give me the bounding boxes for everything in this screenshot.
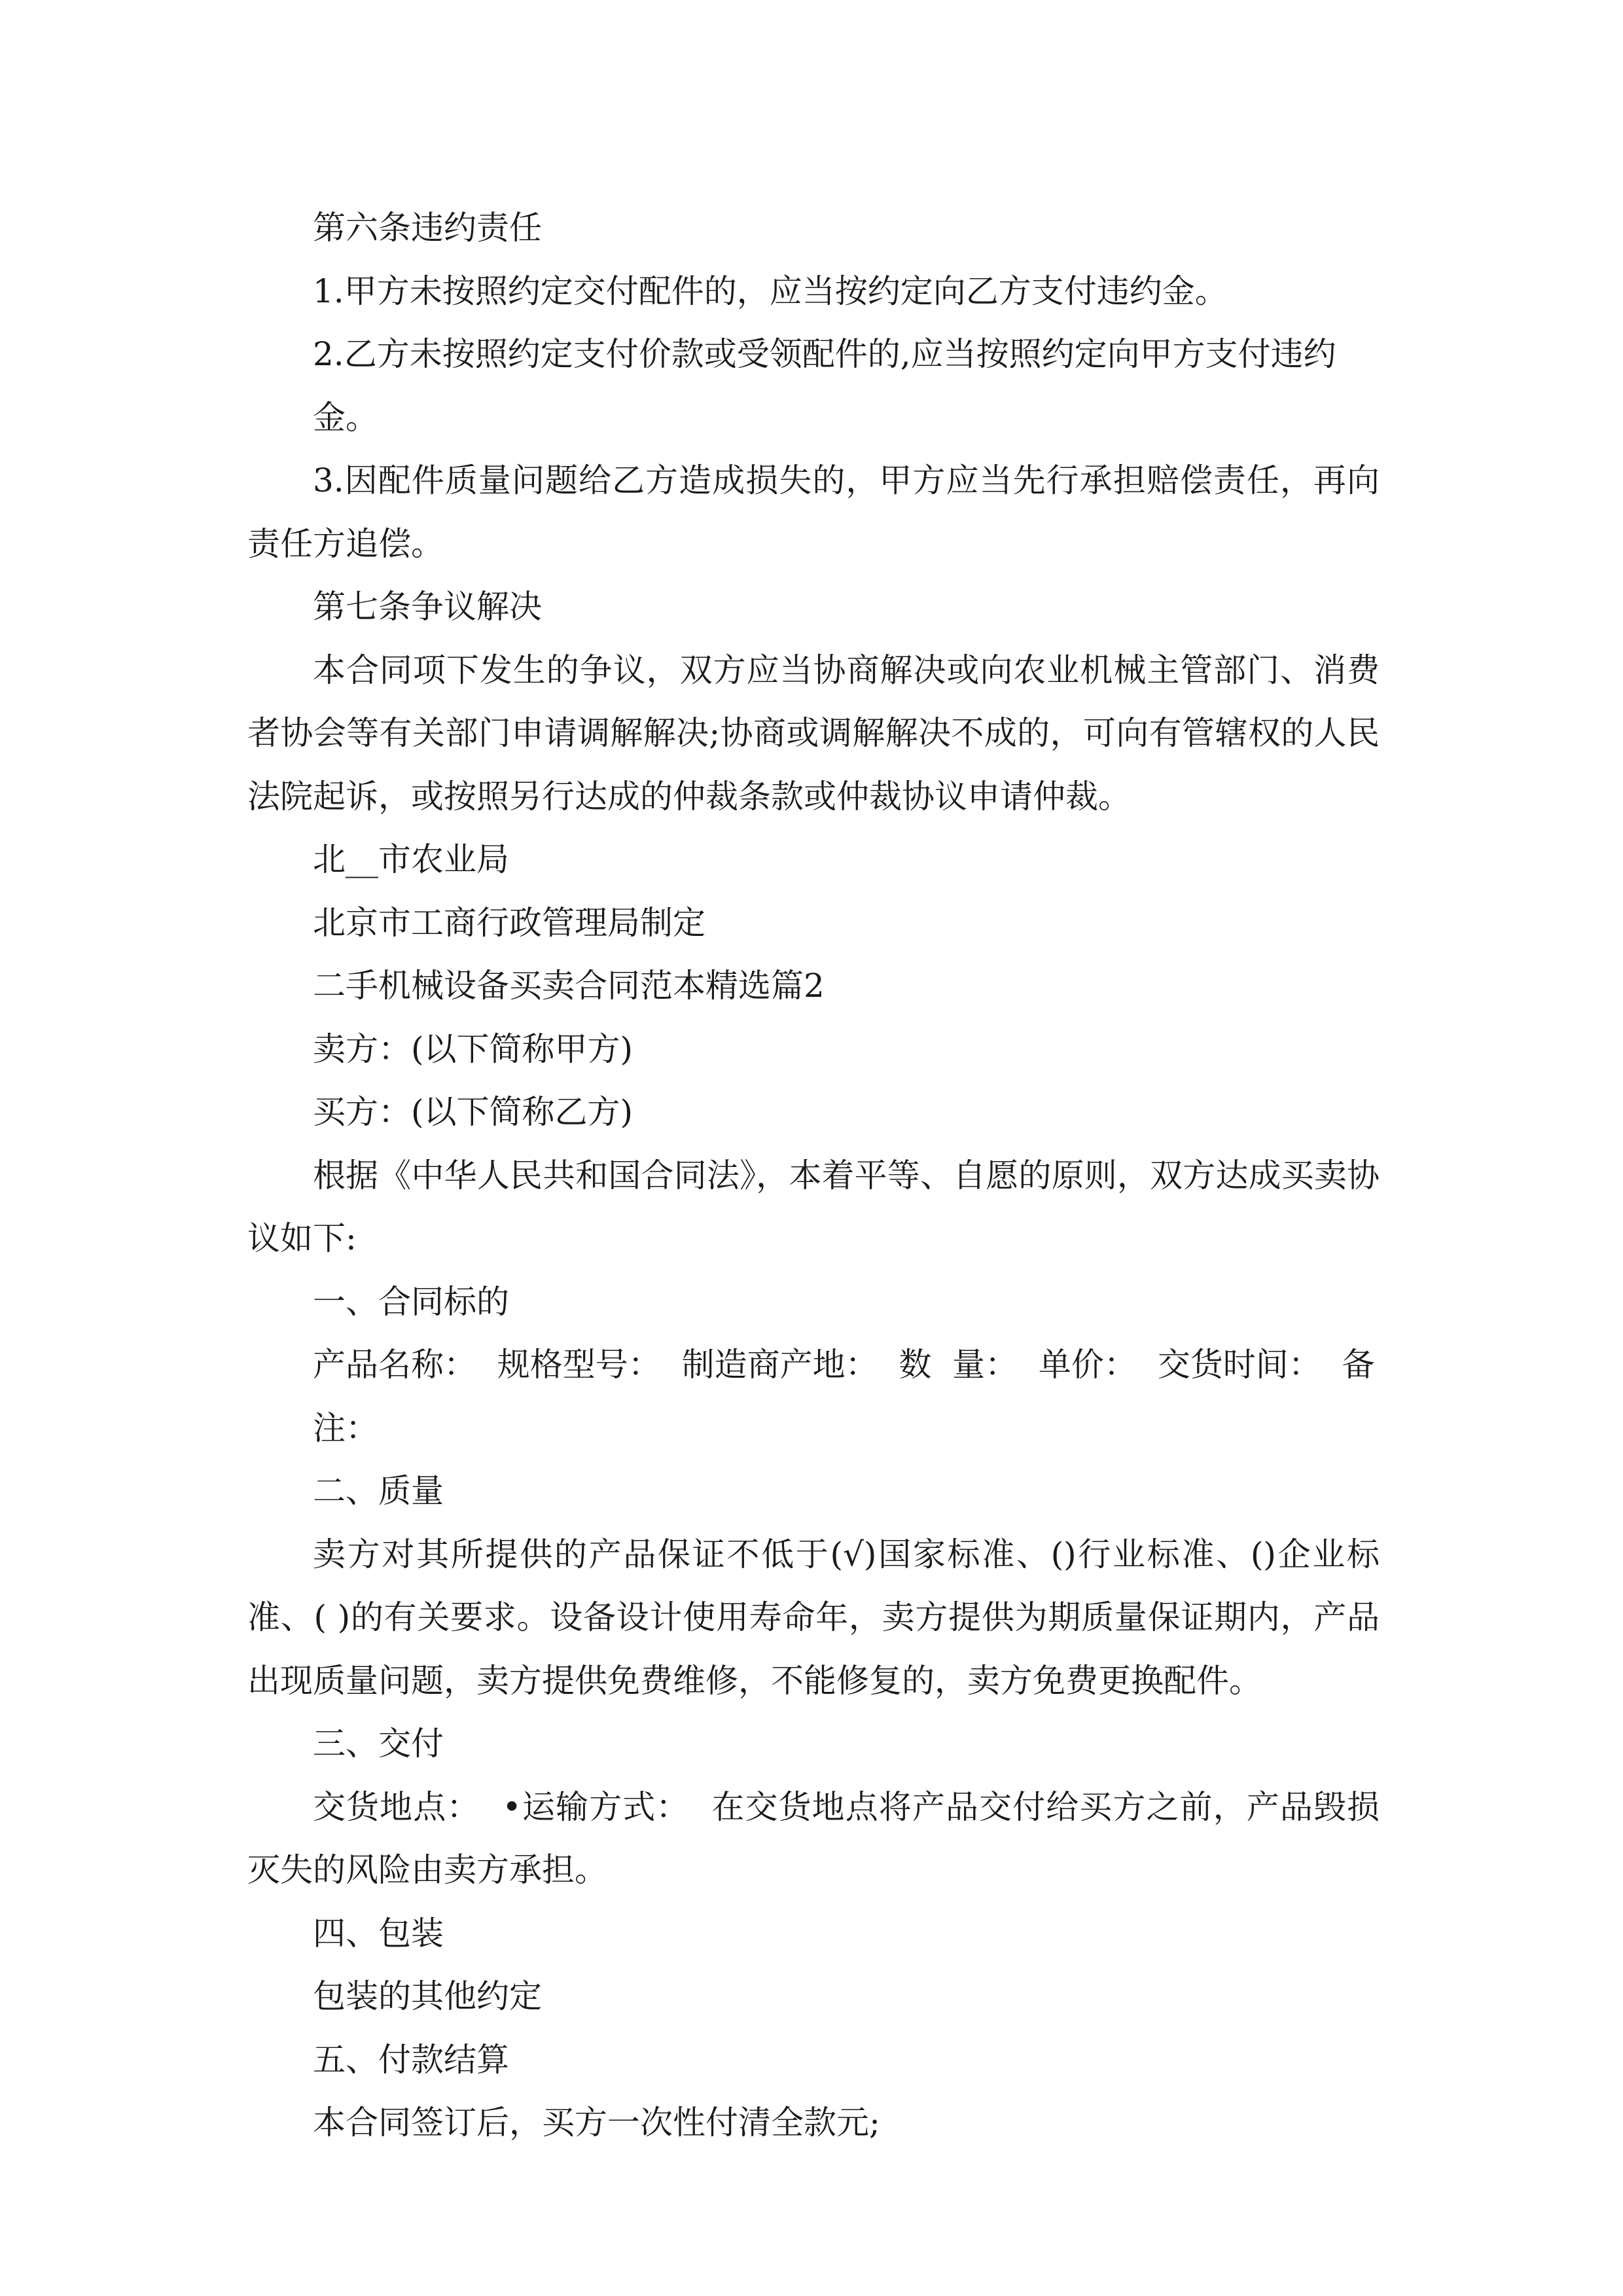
clause-6-1: 1.甲方未按照约定交付配件的，应当按约定向乙方支付违约金。 — [313, 272, 1228, 310]
packaging-line: 包装的其他约定 — [313, 1977, 542, 2015]
quality-paragraph: 卖方对其所提供的产品保证不低于(√)国家标准、()行业标准、()企业标准、( )的有关要求。设备设计使用寿命年，卖方提供为期质量保证期内，产品出现质量问题，卖方提供免费维修，不能修复的，卖方免费更换配件。 — [247, 1535, 1380, 1700]
heading-quality: 二、质量 — [313, 1472, 444, 1510]
issuer-agriculture-bureau: 北__市农业局 — [313, 840, 509, 878]
section-title-contract-2: 二手机械设备买卖合同范本精选篇2 — [313, 967, 825, 1005]
document-body — [247, 196, 1380, 2155]
clause-6-3: 3.因配件质量问题给乙方造成损失的，甲方应当先行承担赔偿责任，再向责任方追偿。 — [247, 461, 1380, 563]
heading-delivery: 三、交付 — [313, 1725, 444, 1763]
issuer-commerce-bureau: 北京市工商行政管理局制定 — [313, 903, 705, 942]
delivery-paragraph: 交货地点： •运输方式： 在交货地点将产品交付给买方之前，产品毁损灭失的风险由卖方承担。 — [247, 1787, 1380, 1889]
heading-packaging: 四、包装 — [313, 1914, 444, 1952]
product-fields-line: 产品名称： 规格型号： 制造商产地： 数 量： 单价： 交货时间： 备注： — [313, 1346, 1375, 1447]
payment-line: 本合同签订后，买方一次性付清全款元; — [313, 2104, 880, 2142]
heading-article-7: 第七条争议解决 — [313, 588, 542, 626]
preamble-paragraph: 根据《中华人民共和国合同法》，本着平等、自愿的原则，双方达成买卖协议如下: — [247, 1156, 1380, 1257]
heading-subject-matter: 一、合同标的 — [313, 1282, 509, 1321]
heading-payment: 五、付款结算 — [313, 2040, 509, 2079]
buyer-line: 买方：(以下简称乙方) — [313, 1093, 633, 1131]
heading-article-6: 第六条违约责任 — [313, 209, 542, 247]
clause-6-2: 2.乙方未按照约定支付价款或受领配件的,应当按照约定向甲方支付违约金。 — [313, 335, 1336, 437]
seller-line: 卖方：(以下简称甲方) — [313, 1030, 633, 1068]
dispute-resolution-paragraph: 本合同项下发生的争议，双方应当协商解决或向农业机械主管部门、消费者协会等有关部门申请调解解决;协商或调解解决不成的，可向有管辖权的人民法院起诉，或按照另行达成的仲裁条款或仲裁协议申请仲裁。 — [247, 651, 1380, 816]
